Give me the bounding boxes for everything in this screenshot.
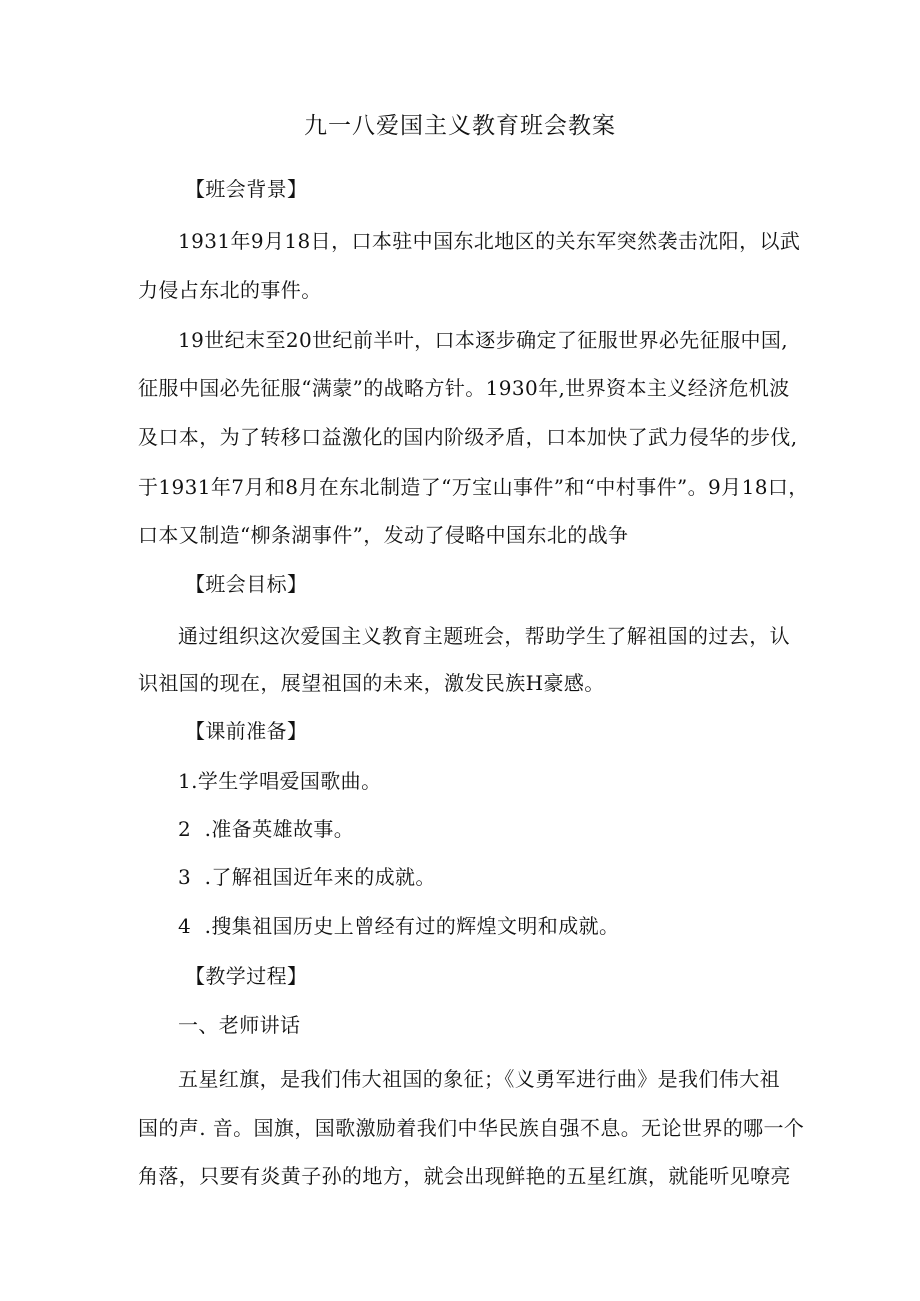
background-paragraph-2-line-5: 口本又制造“柳条湖事件”，发动了侵略中国东北的战争 — [138, 523, 629, 547]
background-paragraph-2-line-2: 征服中国必先征服“满蒙”的战略方针。1930年,世界资本主义经济危机波 — [138, 376, 790, 400]
section-heading-process: 【教学过程】 — [185, 964, 308, 988]
background-paragraph-2-line-1: 19世纪末至20世纪前半叶，口本逐步确定了征服世界必先征服中国, — [178, 328, 789, 352]
speech-paragraph-line-2: 国的声. 音。国旗，国歌激励着我们中华民族自强不息。无论世界的哪一个 — [138, 1116, 805, 1140]
section-heading-background: 【班会背景】 — [185, 177, 308, 201]
preparation-item-3: 3 .了解祖国近年来的成就。 — [178, 865, 436, 889]
background-paragraph-1-line-1: 1931年9月18日，口本驻中国东北地区的关东军突然袭击沈阳，以武 — [178, 229, 801, 253]
page-title: 九一八爱国主义教育班会教案 — [304, 113, 616, 139]
process-subheading-teacher-speech: 一、老师讲话 — [178, 1013, 301, 1037]
preparation-item-2: 2 .准备英雄故事。 — [178, 817, 355, 841]
goal-paragraph-line-2: 识祖国的现在，展望祖国的未来，激发民族H豪感。 — [138, 671, 605, 695]
background-paragraph-1-line-2: 力侵占东北的事件。 — [138, 278, 322, 302]
section-heading-preparation: 【课前准备】 — [185, 719, 308, 743]
preparation-item-4: 4 .搜集祖国历史上曾经有过的辉煌文明和成就。 — [178, 914, 620, 938]
background-paragraph-2-line-3: 及口本，为了转移口益激化的国内阶级矛盾，口本加快了武力侵华的步伐, — [138, 425, 798, 449]
section-heading-goal: 【班会目标】 — [185, 572, 308, 596]
speech-paragraph-line-3: 角落，只要有炎黄子孙的地方，就会出现鲜艳的五星红旗，就能听见嘹亮 — [138, 1164, 791, 1188]
background-paragraph-2-line-4: 于1931年7月和8月在东北制造了“万宝山事件”和“中村事件”。9月18口， — [138, 475, 809, 499]
preparation-item-1: 1.学生学唱爱国歌曲。 — [178, 769, 382, 793]
goal-paragraph-line-1: 通过组织这次爱国主义教育主题班会，帮助学生了解祖国的过去，认 — [178, 624, 790, 648]
speech-paragraph-line-1: 五星红旗，是我们伟大祖国的象征；《义勇军进行曲》是我们伟大祖 — [178, 1067, 780, 1091]
